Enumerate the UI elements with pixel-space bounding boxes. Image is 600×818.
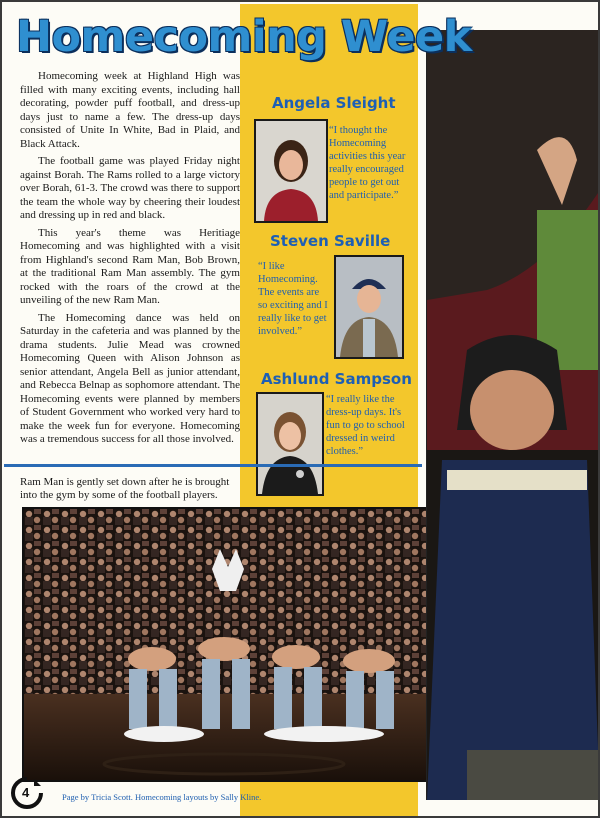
students-side-photo bbox=[426, 30, 600, 800]
story-paragraph: This year's theme was Heritiage Homecoming and was highlighted with a visit from Highland's second Ram Man, Bob Brown, at the traditional Ram Man assembly. The gym rocked with the roars of the crowd at the unveiling of the new Ram Man. bbox=[20, 226, 240, 306]
story-paragraph: The Homecoming dance was held on Saturday in the cafeteria and was planned by the drama students. Julie Mead was crowned Homecoming Queen with Alison Johnson as senior attendant, Angela Bell as junior attendant, and Rebecca Belnap as sophomore attendant. The Homecoming events were planned by members of Student Government who worked very hard to make the week fun for everyone. Homecoming was a tremendous success for all those involved. bbox=[20, 311, 240, 445]
portrait-image bbox=[336, 257, 402, 357]
gym-assembly-photo bbox=[22, 507, 472, 782]
quote-text-steven: “I like Homecoming. The events are so exciting and I really like to get involved.” bbox=[258, 261, 328, 337]
story-paragraph: Homecoming week at Highland High was filled with many exciting events, including hall decorating, powder puff football, and dress-up days just to name a few. The dress-up days consisted of Unite In White, Bad in Plaid, and Black Attack. bbox=[20, 70, 240, 150]
quote-text-ashlund: “I really like the dress-up days. It's fun to go to school dressed in weird clothes.” bbox=[326, 394, 405, 457]
section-divider bbox=[4, 464, 422, 467]
page-credit: Page by Tricia Scott. Homecoming layouts by Sally Kline. bbox=[62, 792, 262, 802]
quote-name-angela: Angela Sleight bbox=[272, 94, 396, 112]
students-image bbox=[427, 30, 600, 800]
quote-text-angela: “I thought the Homecoming activities this year really encouraged people to get out and participate.” bbox=[329, 125, 406, 201]
page-title: Homecoming Week bbox=[16, 12, 472, 62]
story-paragraph: The football game was played Friday night against Borah. The Rams rolled to a large victory over Borah, 61-3. The crowd was there to support the team the whole way by cheering their loudest and dressing up in red and black. bbox=[20, 155, 240, 221]
student-photo-ashlund bbox=[256, 392, 324, 496]
photo-caption: Ram Man is gently set down after he is brought into the gym by some of the football players. bbox=[20, 476, 230, 501]
quote-name-ashlund: Ashlund Sampson bbox=[261, 370, 412, 388]
portrait-image bbox=[256, 121, 326, 221]
quote-name-steven: Steven Saville bbox=[270, 232, 391, 250]
page-number: 4 bbox=[22, 785, 30, 800]
portrait-image bbox=[258, 394, 322, 494]
crowd-image bbox=[24, 509, 470, 780]
student-photo-steven bbox=[334, 255, 404, 359]
story-text bbox=[20, 70, 240, 451]
student-photo-angela bbox=[254, 119, 328, 223]
